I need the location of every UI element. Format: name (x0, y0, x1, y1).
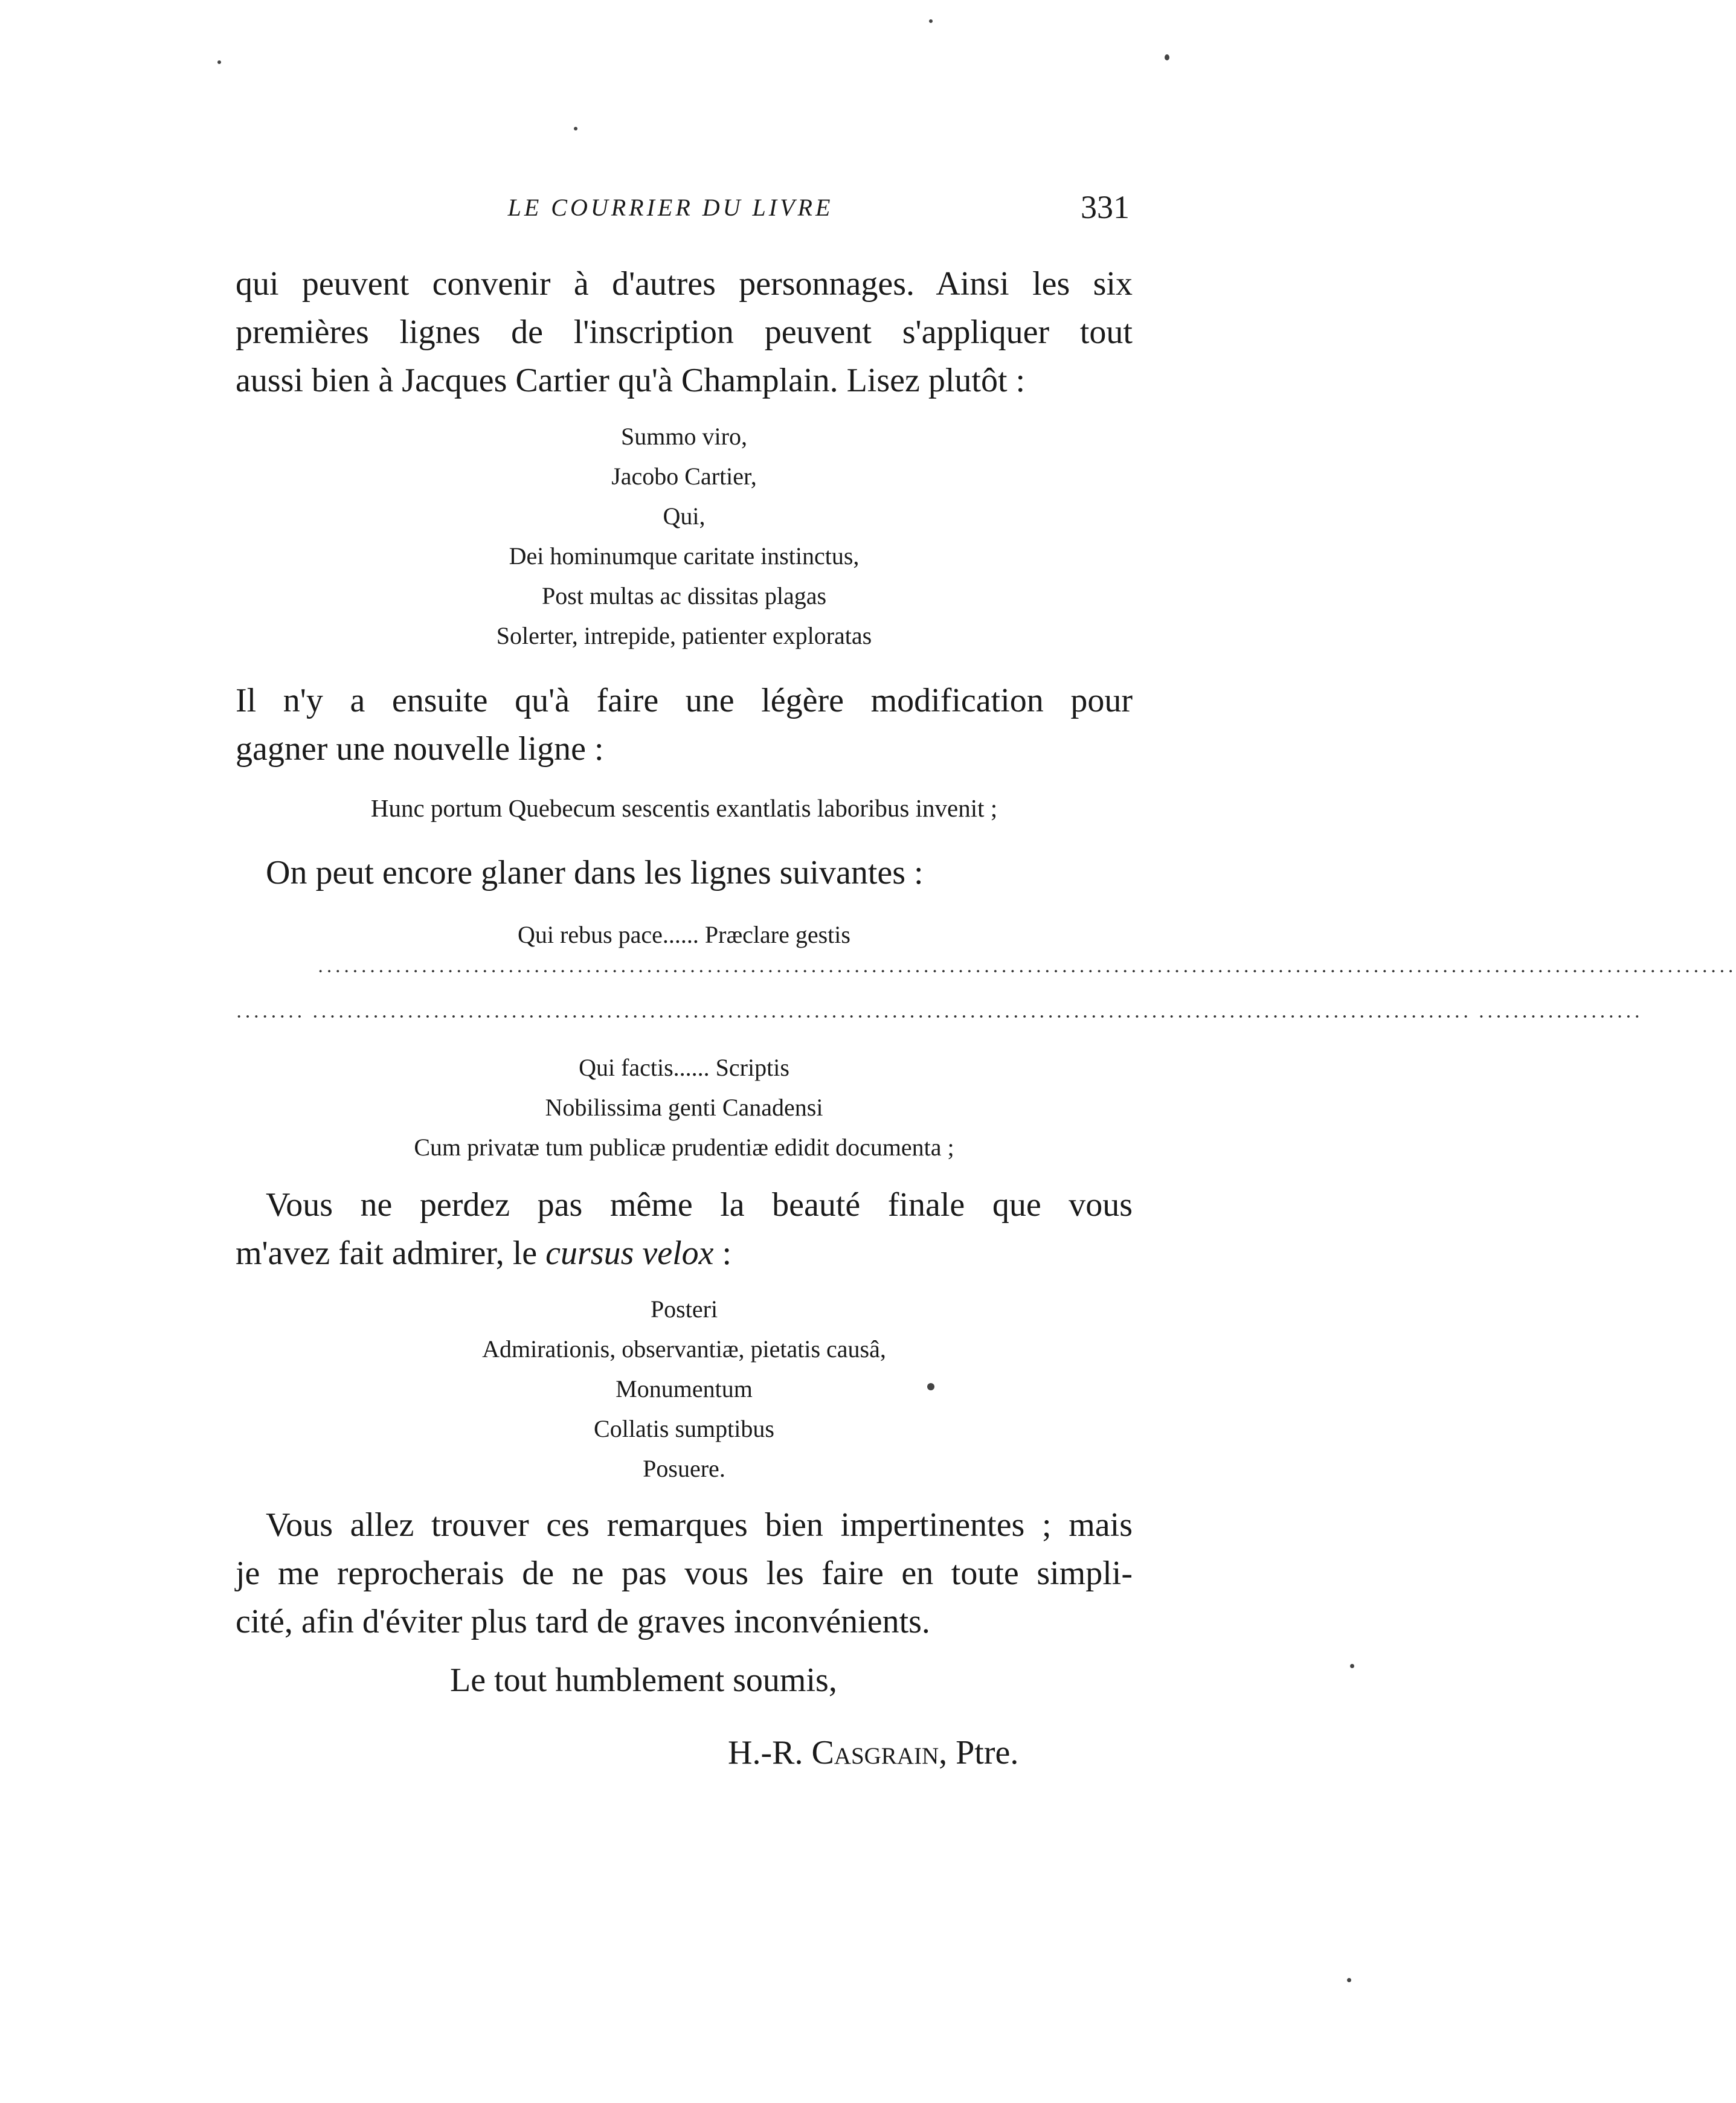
text-run: : (713, 1235, 732, 1272)
ellipsis-row-2: ········ ······································································································································ ··················· (236, 1006, 1642, 1028)
paragraph-5 (236, 1501, 1133, 1646)
text-line: qui peuvent convenir à d'autres personnages. Ainsi les six (236, 265, 1133, 303)
italic-term: cursus velox (545, 1235, 714, 1272)
page-header (236, 189, 1130, 242)
verse-line: Dei hominumque caritate instinctus, (509, 542, 860, 570)
text-line: premières lignes de l'inscription peuvent s'appliquer tout (236, 313, 1133, 351)
text-line: Vous allez trouver ces remarques bien impertinentes ; mais (266, 1506, 1133, 1544)
verse-line: Jacobo Cartier, (611, 463, 757, 490)
inscription-block-1 (236, 417, 1133, 656)
text-line (236, 1229, 1133, 1277)
inscription-block-3-rest (236, 1048, 1133, 1167)
verse-line: Monumentum (616, 1375, 753, 1402)
text-line: je me reprocherais de ne pas vous les faire en toute simpli- (236, 1555, 1133, 1592)
page-number: 331 (1081, 189, 1130, 225)
verse-line: Cum privatæ tum publicæ prudentiæ edidit documenta ; (414, 1134, 954, 1161)
text-run: m'avez fait admirer, le (236, 1235, 546, 1272)
inscription-block-2 (236, 788, 1133, 828)
paragraph-3 (266, 849, 1133, 897)
text-line: Vous ne perdez pas même la beauté finale que vous (266, 1186, 1133, 1224)
verse-line: Hunc portum Quebecum sescentis exantlatis laboribus invenit ; (370, 794, 998, 822)
signature (728, 1733, 1018, 1772)
verse-line: Collatis sumptibus (594, 1415, 774, 1442)
inscription-block-3-first (236, 915, 1133, 955)
signature-name: H.-R. Casgrain, (728, 1734, 948, 1771)
inscription-block-4 (236, 1289, 1133, 1489)
paragraph-2 (236, 676, 1133, 773)
verse-line: Posuere. (643, 1455, 725, 1482)
scan-speck (217, 60, 221, 64)
text-line: cité, afin d'éviter plus tard de graves inconvénients. (236, 1603, 930, 1640)
scan-speck (927, 1383, 934, 1390)
signature-title: Ptre. (956, 1734, 1019, 1771)
scan-speck (929, 19, 933, 23)
closing-line: Le tout humblement soumis, (450, 1662, 837, 1699)
verse-line: Posteri (650, 1296, 718, 1323)
verse-line: Admirationis, observantiæ, pietatis causâ, (482, 1335, 886, 1363)
text-line: gagner une nouvelle ligne : (236, 730, 604, 768)
scan-speck (1347, 1978, 1351, 1982)
ellipsis-row-1: ···································································································································································· (317, 960, 1736, 983)
scan-speck (1165, 54, 1169, 60)
verse-line: Qui rebus pace...... Præclare gestis (518, 921, 850, 948)
running-title: LE COURRIER DU LIVRE (507, 194, 834, 221)
verse-line: Solerter, intrepide, patienter exploratas (496, 622, 872, 649)
text-line: aussi bien à Jacques Cartier qu'à Champlain. Lisez plutôt : (236, 362, 1026, 399)
text-line: Il n'y a ensuite qu'à faire une légère modification pour (236, 682, 1133, 719)
text-line: On peut encore glaner dans les lignes suivantes : (266, 854, 924, 891)
verse-line: Qui, (663, 502, 706, 530)
paragraph-4 (236, 1181, 1133, 1277)
scan-speck (1350, 1664, 1354, 1668)
verse-line: Summo viro, (621, 423, 747, 450)
verse-line: Qui factis...... Scriptis (579, 1054, 789, 1081)
paragraph-1 (236, 260, 1133, 405)
verse-line: Post multas ac dissitas plagas (541, 582, 827, 609)
scan-speck (574, 127, 577, 130)
verse-line: Nobilissima genti Canadensi (545, 1094, 823, 1121)
